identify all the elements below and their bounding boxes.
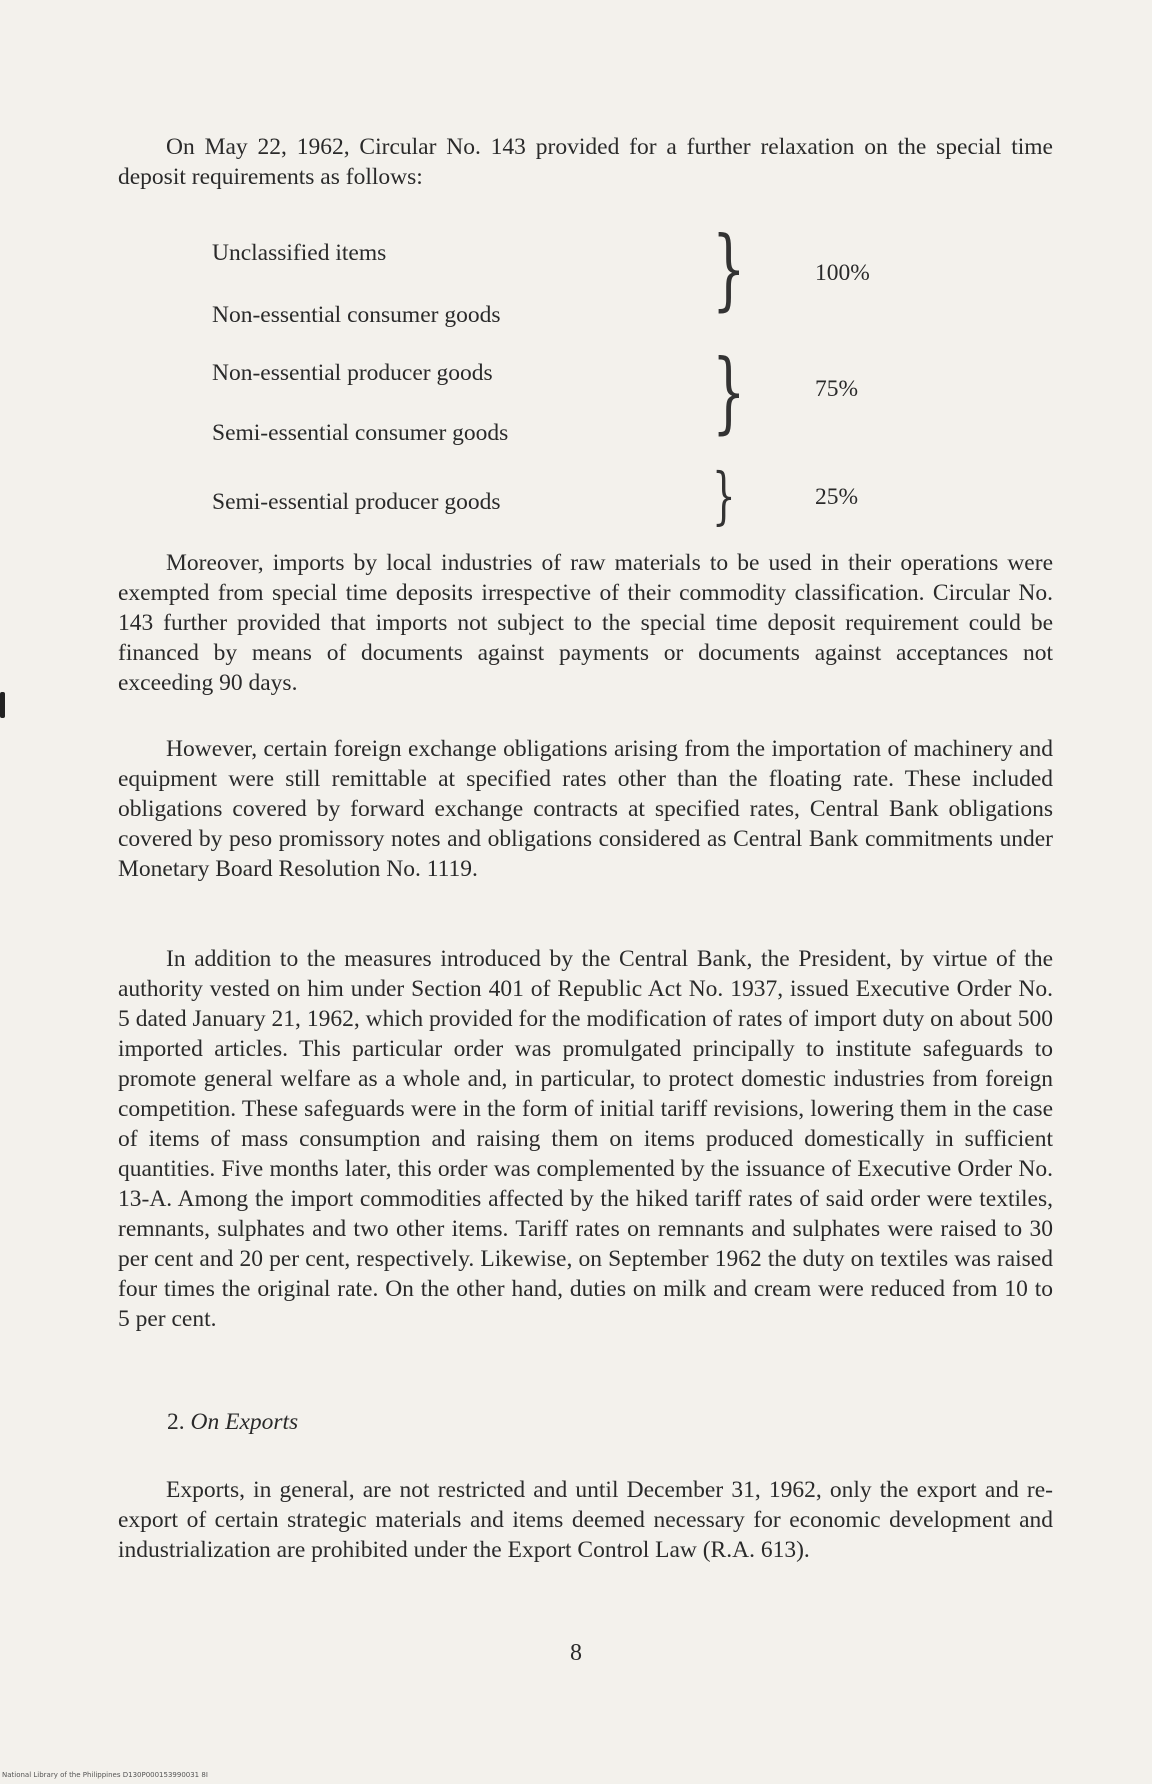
requirement-item: Non-essential producer goods <box>212 360 493 386</box>
section-number: 2. <box>167 1409 185 1435</box>
requirement-item: Semi-essential producer goods <box>212 489 501 515</box>
paragraph-text: However, certain foreign exchange obligations arising from the importation of machinery and equipment were still remittable at specified rates other than the floating rate. These included obligations covered by forward exchange contracts at specified rates, Central Bank obligations covered by peso promissory notes and obligations considered as Central Bank commitments under Monetary Board Resolution No. 1119. <box>118 736 1053 882</box>
section-heading <box>167 1407 298 1437</box>
library-footer: National Library of the Philippines D130P000153990031 8I <box>2 1771 208 1779</box>
rate-value: 100% <box>815 260 870 286</box>
exports-paragraph <box>118 1475 1053 1565</box>
rate-value: 75% <box>815 376 859 402</box>
deposit-requirements-table <box>0 0 1152 560</box>
obligations-paragraph <box>118 734 1053 884</box>
page-number: 8 <box>570 1640 582 1666</box>
imports-paragraph <box>118 548 1053 698</box>
group-brace-icon: } <box>712 459 736 532</box>
intro-text: On May 22, 1962, Circular No. 143 provided for a further relaxation on the special time deposit requirements as follows: <box>118 134 1053 190</box>
paragraph-text: In addition to the measures introduced by the Central Bank, the President, by virtue of the authority vested on him under Section 401 of Republic Act No. 1937, issued Executive Order No. 5 dated January 21, 1962, which provided for the modification of rates of import duty on about 500 imported articles. This particular order was promulgated principally to institute safeguards to promote general welfare as a whole and, in particular, to protect domestic industries from foreign competition. These safeguards were in the form of initial tariff revisions, lowering them in the case of items of mass consumption and raising them on items produced domestically in sufficient quantities. Five months later, this order was complemented by the issuance of Executive Order No. 13-A. Among the import commodities affected by the hiked tariff rates of said order were textiles, remnants, sulphates and two other items. Tariff rates on remnants and sulphates were raised to 30 per cent and 20 per cent, respectively. Likewise, on September 1962 the duty on textiles was raised four times the original rate. On the other hand, duties on milk and cream were reduced from 10 to 5 per cent. <box>118 946 1053 1332</box>
requirement-item: Non-essential consumer goods <box>212 302 501 328</box>
group-brace-icon: } <box>712 217 746 320</box>
executive-order-paragraph <box>118 944 1053 1334</box>
rate-value: 25% <box>815 484 859 510</box>
requirement-item: Semi-essential consumer goods <box>212 420 509 446</box>
scan-edge-mark <box>0 692 5 718</box>
group-brace-icon: } <box>712 340 746 443</box>
paragraph-text: Exports, in general, are not restricted and until December 31, 1962, only the export and re-export of certain strategic materials and items deemed necessary for economic development and industrialization are prohibited under the Export Control Law (R.A. 613). <box>118 1477 1053 1563</box>
paragraph-text: Moreover, imports by local industries of raw materials to be used in their operations were exempted from special time deposits irrespective of their commodity classification. Circular No. 143 further provided that imports not subject to the special time deposit requirement could be financed by means of documents against payments or documents against acceptances not exceeding 90 days. <box>118 550 1053 696</box>
requirement-item: Unclassified items <box>212 240 387 266</box>
section-title: On Exports <box>190 1409 299 1435</box>
